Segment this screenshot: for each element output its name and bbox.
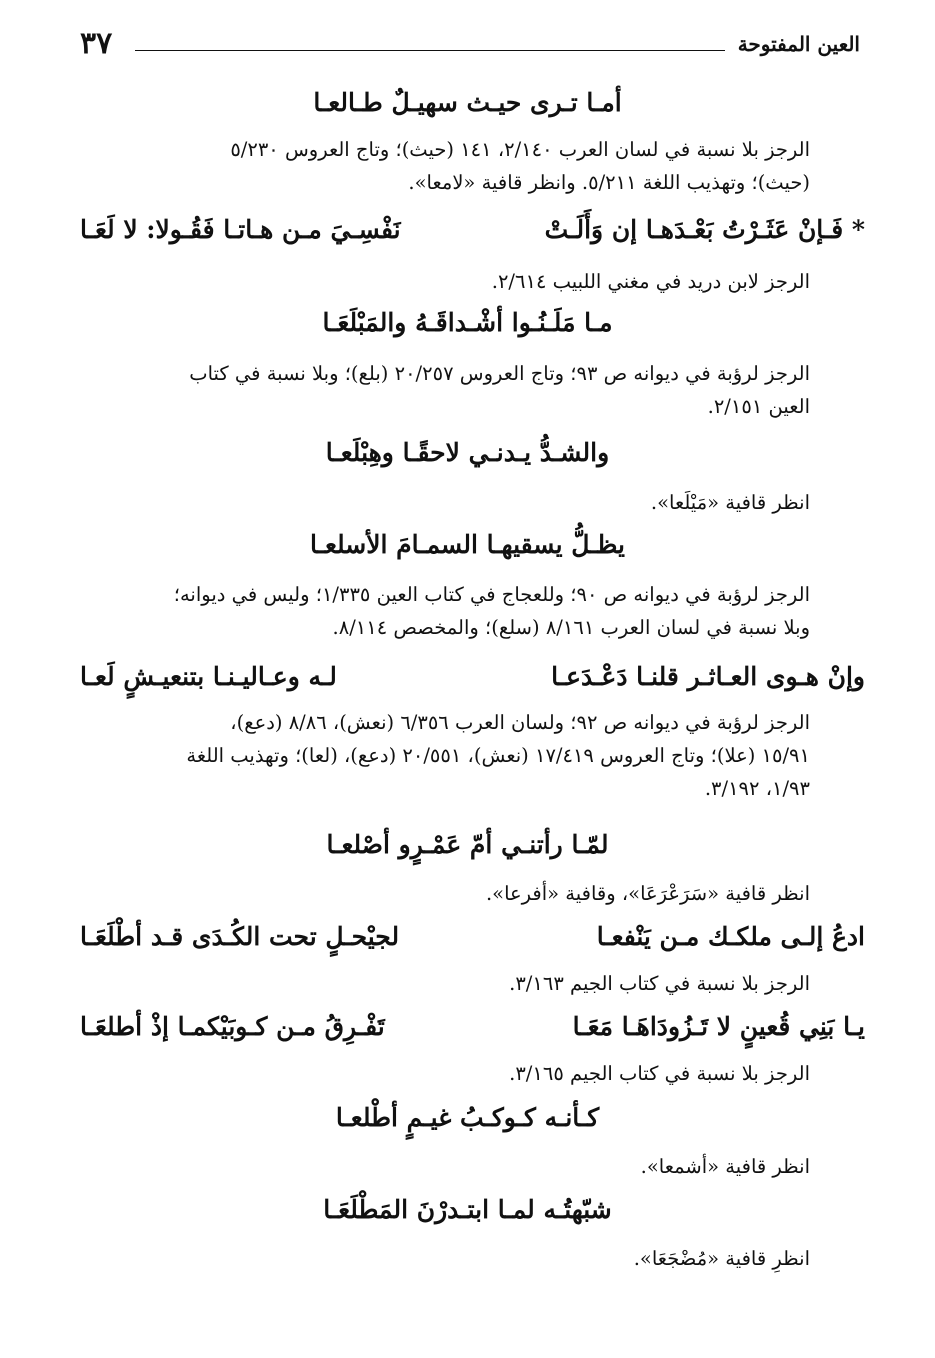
verse-note xyxy=(80,1150,810,1183)
verse-note xyxy=(80,357,810,423)
note-line: الرجز لرؤبة في ديوانه ص ٩٢؛ ولسان العرب ٦/٣٥٦ (نعش)، ٨/٨٦ (دعع)، xyxy=(230,711,810,734)
first-hemistich: يـا بَنِي قُعينٍ لا تَـزُودَاهَـا مَعَـا xyxy=(572,1012,865,1041)
note-line: ١٥/٩١ (علا)؛ وتاج العروس ١٧/٤١٩ (نعش)، ٢٠/٥٥١ (دعع)، (لعا)؛ وتهذيب اللغة xyxy=(186,744,810,767)
first-hemistich xyxy=(545,215,865,244)
verse-note xyxy=(80,967,810,1000)
first-hemistich: وإنْ هـوى العـاثـر قلنـا دَعْـدَعـا xyxy=(551,662,865,691)
first-hemistich: ادعُ إلـى ملكـك مـن يَنْفعـا xyxy=(596,922,865,951)
note-line: انظر قافية «أشمعا». xyxy=(640,1155,810,1178)
verse-line: يظـلُّ يسقيهـا السمـامَ الأسلعـا xyxy=(310,530,625,559)
verse-note xyxy=(80,265,810,298)
note-line: العين ٢/١٥١. xyxy=(707,395,810,418)
header-rule xyxy=(135,50,725,51)
note-line: انظرِ قافية «مُضْجَعَا». xyxy=(633,1247,810,1270)
verse-note xyxy=(80,1057,810,1090)
second-hemistich: تَفْـرِقُ مـن كـوبَيْكمـا إذْ أطلعَـا xyxy=(80,1012,385,1041)
verse-line: كـأنـه كـوكـبُ غيـمٍ أطْلعـا xyxy=(335,1103,600,1132)
verse-note xyxy=(80,578,810,644)
verse-line: لمّـا رأتنـي أمّ عَمْـرٍو أصْلعـا xyxy=(326,830,609,859)
page-header xyxy=(80,26,860,66)
star-marker: * xyxy=(851,215,865,244)
first-hemistich-text: فَـإنْ عَثَـرْتُ بَعْـدَهـا إن وَأَلَـتْ xyxy=(544,215,844,244)
note-line: وبلا نسبة في لسان العرب ٨/١٦١ (سلع)؛ والمخصص ٨/١١٤. xyxy=(332,616,810,639)
note-line: الرجز لابن دريد في مغني اللبيب ٢/٦١٤. xyxy=(491,270,810,293)
verse-line: أمـا تـرى حيـث سهيـلٌ طـالعـا xyxy=(313,88,622,117)
second-hemistich: لجيْحـلٍ تحت الكُـدَى قـد أطْلَعَـا xyxy=(80,922,400,951)
verse-line: شبّهتُـه لمـا ابتـدرْنَ المَطْلَعَـا xyxy=(323,1195,612,1224)
note-line: (حيث)؛ وتهذيب اللغة ٥/٢١١. وانظر قافية «لامعا». xyxy=(408,171,810,194)
verse-line: والشـدُّ يـدنـي لاحقًـا وهِبْلَعـا xyxy=(325,438,610,467)
verse-note xyxy=(80,486,810,519)
note-line: الرجز بلا نسبة في كتاب الجيم ٣/١٦٥. xyxy=(509,1062,810,1085)
note-line: انظر قافية «سَرَعْرَعَا»، وقافية «أفرعا». xyxy=(485,882,810,905)
running-title: العين المفتوحة xyxy=(737,32,860,56)
verse-note xyxy=(80,706,810,805)
verse-note xyxy=(80,133,810,199)
verse-note xyxy=(80,1242,810,1275)
second-hemistich: نَفْسِـيَ مـن هـاتـا فَقُـولا: لا لَعَـا xyxy=(80,215,401,244)
page-number: ٣٧ xyxy=(80,26,113,61)
note-line: انظر قافية «مَيْلَعا». xyxy=(650,491,810,514)
verse-note xyxy=(80,877,810,910)
note-line: الرجز بلا نسبة في لسان العرب ٢/١٤٠، ١٤١ (حيث)؛ وتاج العروس ٥/٢٣٠ xyxy=(230,138,810,161)
verse-line: مـا مَلَـنُـوا أشْـداقَـهُ والمَبْلَعَـا xyxy=(322,308,613,337)
note-line: الرجز بلا نسبة في كتاب الجيم ٣/١٦٣. xyxy=(509,972,810,995)
note-line: الرجز لرؤبة في ديوانه ص ٩٠؛ وللعجاج في كتاب العين ١/٣٣٥؛ وليس في ديوانه؛ xyxy=(173,583,810,606)
second-hemistich: لـه وعـاليـنـا بتنعيـشٍ لَعـا xyxy=(80,662,337,691)
note-line: ١/٩٣، ٣/١٩٢. xyxy=(704,777,810,800)
note-line: الرجز لرؤبة في ديوانه ص ٩٣؛ وتاج العروس ٢٠/٢٥٧ (بلع)؛ وبلا نسبة في كتاب xyxy=(189,362,810,385)
